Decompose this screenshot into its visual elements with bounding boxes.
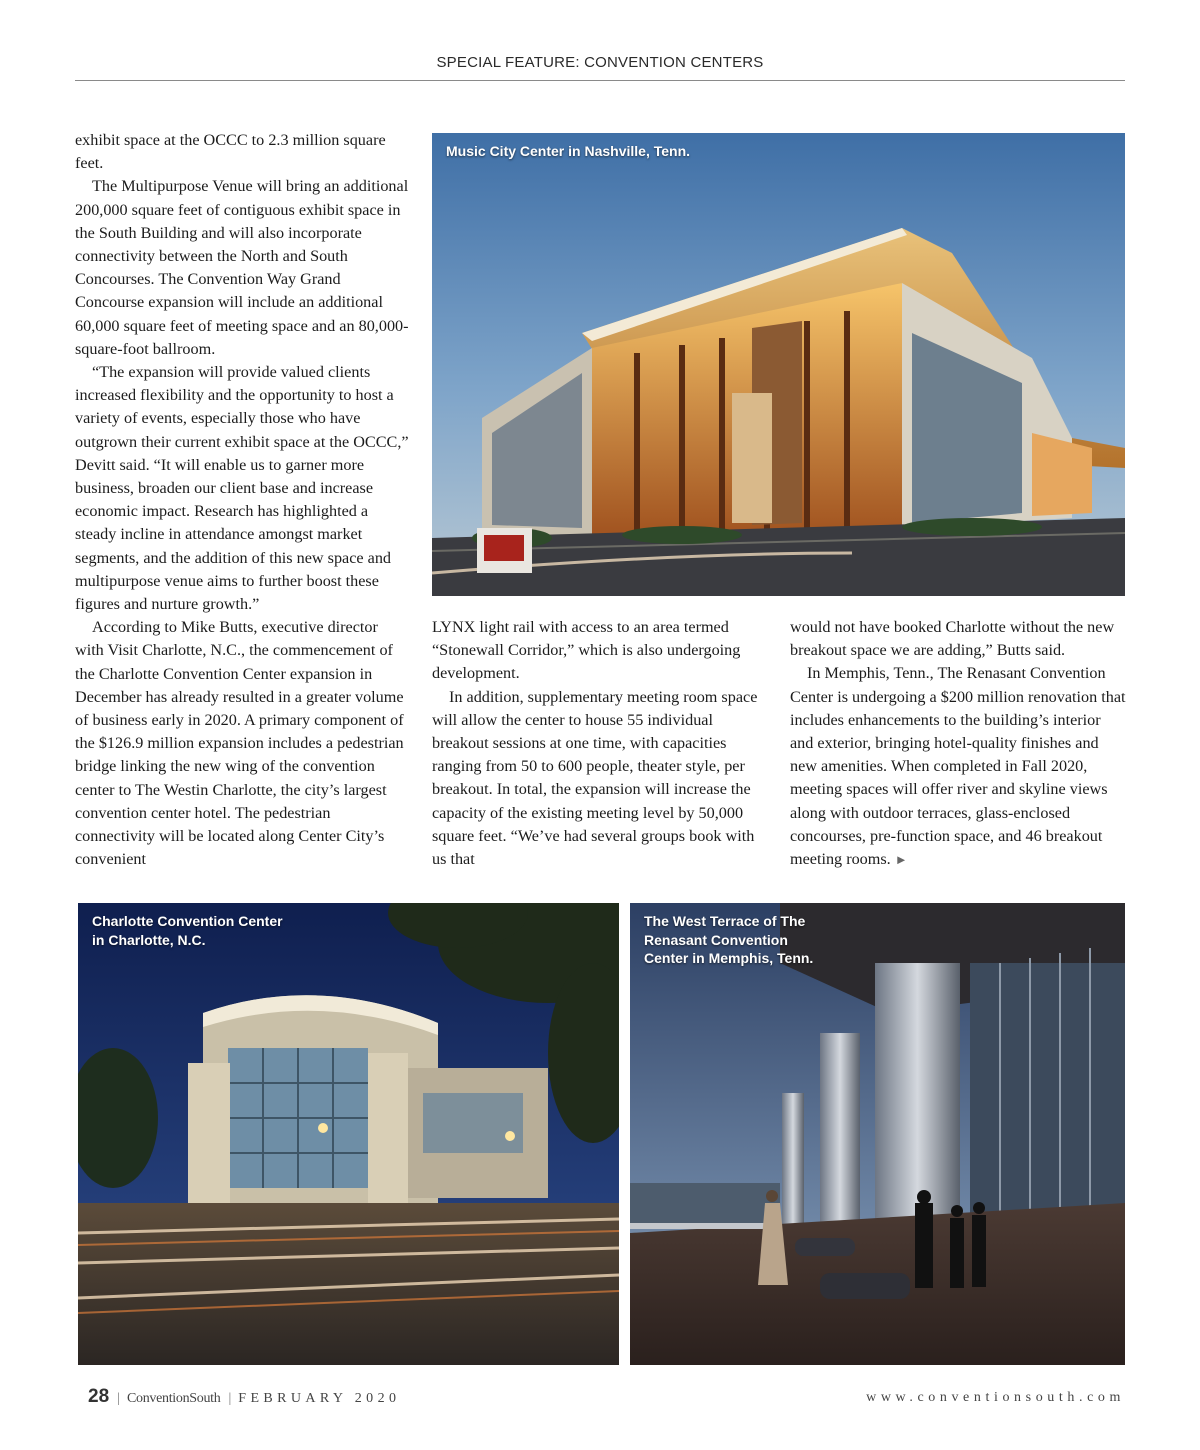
renasant-caption-line-3: Center in Memphis, Tenn. [644, 950, 814, 966]
music-city-center-illustration [432, 133, 1125, 596]
renasant-caption-line-1: The West Terrace of The [644, 913, 806, 929]
col3-paragraph-2-text: In Memphis, Tenn., The Renasant Convention Center is undergoing a $200 million renovation that includes enhancements to the building’s interior and exterior, bringing hotel-quality finishes and new amenities. When completed in Fall 2020, meeting spaces will offer river and skyline views along with outdoor terraces, glass-enclosed concourses, pre-function space, and 46 breakout meeting rooms. [790, 664, 1126, 869]
music-city-center-photo [432, 133, 1125, 596]
article-column-1 [75, 129, 410, 872]
col3-paragraph-1: would not have booked Charlotte without the new breakout space we are adding,” Butts said. [790, 618, 1115, 660]
charlotte-convention-center-caption [92, 912, 283, 949]
col2-paragraph-2: In addition, supplementary meeting room space will allow the center to house 55 individual breakout sessions at one time, with capacities ranging from 50 to 600 people, theater style, per breakout. In total, the expansion will increase the capacity of the existing meeting level by 50,000 square feet. “We’ve had several groups book with us that [432, 687, 758, 869]
header-rule [75, 80, 1125, 81]
col3-paragraph-2 [790, 662, 1128, 871]
charlotte-convention-center-photo [78, 903, 619, 1365]
section-header: SPECIAL FEATURE: CONVENTION CENTERS [436, 54, 764, 71]
col1-paragraph-3: “The expansion will provide valued clients increased flexibility and the opportunity to host a variety of events, especially those who have outgrown their current exhibit space at the OCCC,” Devitt said. “It will enable us to garner more business, broaden our client base and increase economic impact. Research has highlighted a steady incline in attendance amongst market segments, and the addition of this new space and multipurpose venue aims to further boost these figures and nurture growth.” [75, 363, 409, 614]
music-city-center-caption: Music City Center in Nashville, Tenn. [446, 143, 691, 159]
magazine-name: ConventionSouth [126, 1391, 221, 1406]
footer-separator: | [117, 1391, 120, 1406]
issue-date: FEBRUARY 2020 [238, 1391, 401, 1406]
renasant-caption-line-2: Renasant Convention [644, 931, 788, 948]
renasant-west-terrace-photo [630, 903, 1125, 1365]
renasant-west-terrace-caption [644, 912, 813, 968]
charlotte-convention-center-illustration [78, 903, 619, 1365]
page-footer [88, 1386, 400, 1412]
page-number: 28 [88, 1386, 110, 1407]
col2-paragraph-1: LYNX light rail with access to an area termed “Stonewall Corridor,” which is also undergoing development. [432, 618, 741, 683]
col1-paragraph-1: exhibit space at the OCCC to 2.3 million square feet. [75, 131, 386, 173]
charlotte-caption-line-2: in Charlotte, N.C. [92, 931, 206, 948]
col1-paragraph-4: According to Mike Butts, executive director with Visit Charlotte, N.C., the commencement of the Charlotte Convention Center expansion in December has already resulted in a greater volume of business early in 2020. A primary component of the $126.9 million expansion includes a pedestrian bridge linking the new wing of the convention center to The Westin Charlotte, the city’s largest convention center hotel. The pedestrian connectivity will be located along Center City’s convenient [75, 618, 404, 869]
end-of-story-icon: ► [894, 852, 908, 868]
article-column-3 [790, 616, 1128, 871]
website-url[interactable]: www.conventionsouth.com [866, 1390, 1125, 1405]
charlotte-caption-line-1: Charlotte Convention Center [92, 913, 283, 929]
renasant-west-terrace-illustration [630, 903, 1125, 1365]
article-column-2 [432, 616, 770, 871]
footer-separator: | [228, 1391, 232, 1406]
col1-paragraph-2: The Multipurpose Venue will bring an additional 200,000 square feet of contiguous exhibit space in the South Building and will also incorporate connectivity between the North and South Concourses. The Convention Way Grand Concourse expansion will include an additional 60,000 square feet of meeting space and an 80,000-square-foot ballroom. [75, 177, 409, 358]
